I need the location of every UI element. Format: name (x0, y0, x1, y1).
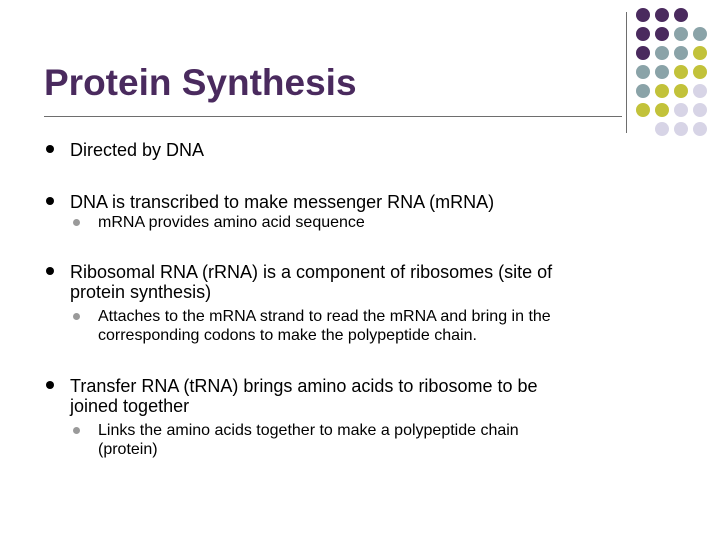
bullet-text: Ribosomal RNA (rRNA) is a component of ribosomes (site of (70, 262, 553, 282)
bullet-text: Directed by DNA (70, 140, 205, 160)
sub-bullet-text: Links the amino acids together to make a polypeptide chain (98, 422, 519, 439)
bullet-marker (46, 145, 54, 153)
bullet-marker (46, 381, 54, 389)
sub-bullet-marker (73, 427, 80, 434)
bullet-text: joined together (70, 396, 190, 416)
sub-bullet-text: (protein) (98, 441, 158, 458)
slide-title: Protein Synthesis (44, 62, 357, 103)
sub-bullet-marker (73, 313, 80, 320)
sub-bullet-text: mRNA provides amino acid sequence (98, 214, 365, 231)
sub-bullet-text: corresponding codons to make the polypeptide chain. (98, 327, 477, 344)
bullet-text: DNA is transcribed to make messenger RNA (mRNA) (70, 192, 495, 212)
bullet-text: protein synthesis) (70, 282, 212, 302)
bullet-text: Transfer RNA (tRNA) brings amino acids to ribosome to be (70, 376, 538, 396)
bullet-marker (46, 267, 54, 275)
sub-bullet-text: Attaches to the mRNA strand to read the mRNA and bring in the (98, 308, 551, 325)
bullet-marker (46, 197, 54, 205)
sub-bullet-marker (73, 219, 80, 226)
